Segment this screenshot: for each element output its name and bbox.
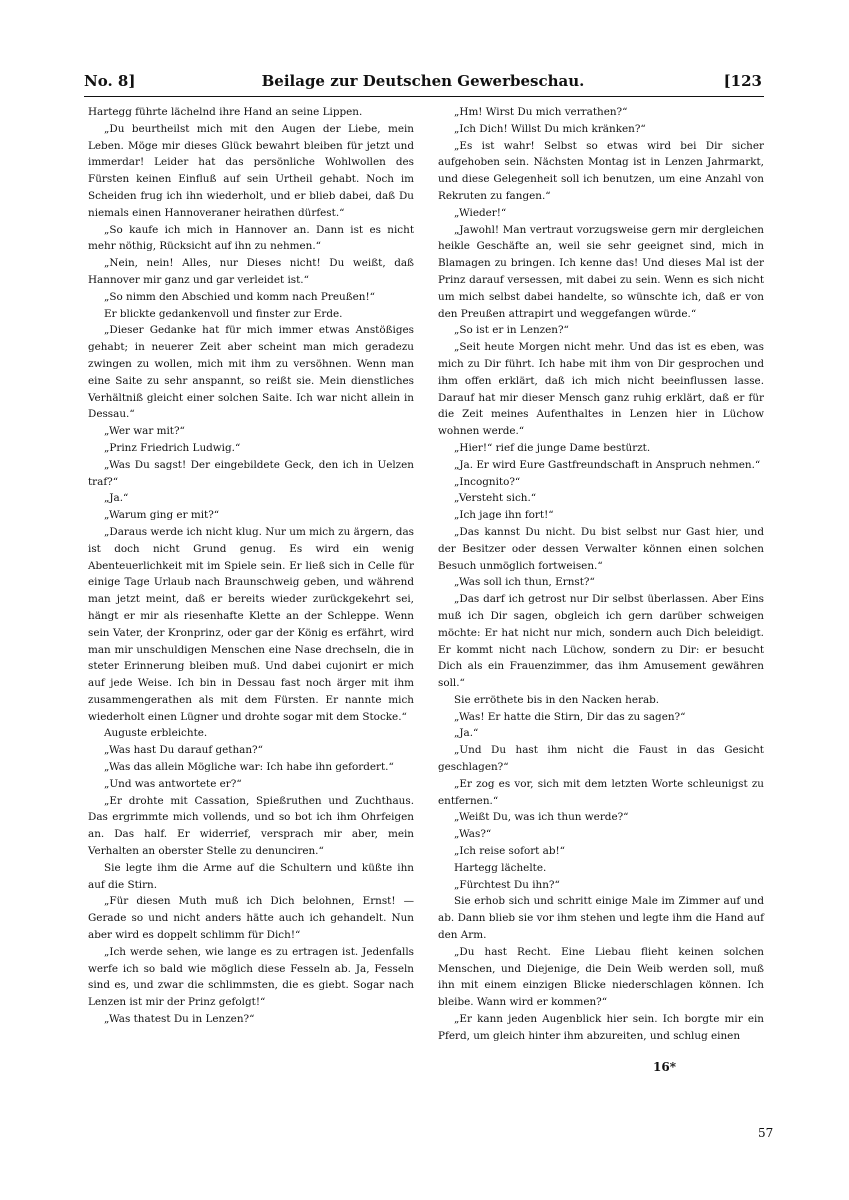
running-header [84, 70, 762, 94]
paragraph: „Prinz Friedrich Ludwig.“ [104, 441, 241, 454]
paragraph: „Es ist wahr! Selbst so etwas wird bei Dir sicher aufgehoben sein. Nächsten Montag ist in Lenzen Jahrmarkt, und diese Gelegenheit soll ich benutzen, um eine Anzahl von Rekruten zu fangen.“ [438, 139, 764, 202]
paragraph: „Was hast Du darauf gethan?“ [104, 744, 263, 757]
paragraph: Sie erhob sich und schritt einige Male im Zimmer auf und ab. Dann blieb sie vor ihm stehen und legte ihm die Hand auf den Arm. [438, 895, 764, 942]
paragraph: „Was soll ich thun, Ernst?“ [454, 576, 595, 589]
paragraph: „Versteht sich.“ [454, 492, 537, 505]
header-rule [84, 96, 764, 97]
paragraph: „Wieder!“ [454, 206, 507, 219]
paragraph: „So nimm den Abschied und komm nach Preußen!“ [104, 290, 375, 303]
paragraph: „Dieser Gedanke hat für mich immer etwas Anstößiges gehabt; in neuerer Zeit aber scheint man mich geradezu zwingen zu wollen, mich mit ihm zu versöhnen. Wenn man eine Saite zu sehr anspannt, so reißt sie. Mein dienstliches Verhältniß gleicht einer solchen Saite. Ich war nicht allein in Dessau.“ [88, 324, 414, 421]
page-number: 57 [758, 1126, 774, 1140]
paragraph: „Er drohte mit Cassation, Spießruthen und Zuchthaus. Das ergrimmte mich vollends, und so bot ich ihm Ohrfeigen an. Das half. Er widerrief, versprach mir aber, mein Verhalten an oberster Stelle zu denunciren.“ [88, 794, 414, 858]
paragraph: „Was das allein Mögliche war: Ich habe ihn gefordert.“ [104, 761, 394, 774]
paragraph: „Jawohl! Man vertraut vorzugsweise gern mir dergleichen heikle Geschäfte an, weil sie sehr geeignet sind, mich in Blamagen zu bringen. Ich kenne das! Und dieses Mal ist der Prinz darauf versessen, mit dabei zu sein. Wenn es sich nicht um mich selbst dabei handelte, so wünschte ich, daß er von den Preußen attrapirt und weggefangen würde.“ [438, 223, 764, 320]
paragraph: „Und Du hast ihm nicht die Faust in das Gesicht geschlagen?“ [438, 744, 764, 774]
paragraph: „Was! Er hatte die Stirn, Dir das zu sagen?“ [454, 710, 686, 723]
paragraph: „Und was antwortete er?“ [104, 777, 242, 790]
supplement-title: Beilage zur Deutschen Gewerbeschau. [261, 72, 585, 90]
paragraph: „Was thatest Du in Lenzen?“ [104, 1013, 255, 1026]
paragraph: Sie erröthete bis in den Nacken herab. [454, 693, 660, 706]
paragraph: „Ich reise sofort ab!“ [454, 845, 565, 858]
paragraph: Hartegg lächelte. [454, 861, 547, 874]
paragraph: „Er kann jeden Augenblick hier sein. Ich borgte mir ein Pferd, um gleich hinter ihm abzureiten, und schlug einen [438, 1013, 764, 1042]
paragraph: „Was Du sagst! Der eingebildete Geck, den ich in Uelzen traf?“ [88, 458, 414, 488]
paragraph: „Ich Dich! Willst Du mich kränken?“ [454, 122, 646, 135]
paragraph: „Das kannst Du nicht. Du bist selbst nur Gast hier, und der Besitzer oder dessen Verwalter können einen solchen Besuch unmöglich fortweisen.“ [438, 525, 764, 572]
paragraph: „Warum ging er mit?“ [104, 509, 220, 522]
paragraph: „Was?“ [454, 828, 492, 841]
paragraph: „Seit heute Morgen nicht mehr. Und das ist es eben, was mich zu Dir führt. Ich habe mit ihm von Dir gesprochen und ihm offen erklärt, daß ich mich nicht beeinflussen lasse. Darauf hat mir dieser Mensch ganz ruhig erklärt, daß er für die Zeit meines Aufenthaltes in Lenzen hier in Lüchow wohnen werde.“ [438, 341, 764, 438]
paragraph: „Ja.“ [104, 492, 129, 505]
paragraph: „Für diesen Muth muß ich Dich belohnen, Ernst! — Gerade so und nicht anders hätte auch ich gehandelt. Nun aber wird es doppelt schlimm für Dich!“ [88, 895, 414, 942]
header-page-number: [123 [723, 72, 762, 90]
paragraph: „Ich werde sehen, wie lange es zu ertragen ist. Jedenfalls werfe ich so bald wie möglich diese Fesseln ab. Ja, Fesseln sind es, und zwar die schlimmsten, die es giebt. Sogar nach Lenzen ist mir der Prinz gefolgt!“ [88, 945, 414, 1009]
paragraph: „Du beurtheilst mich mit den Augen der Liebe, mein Leben. Möge mir dieses Glück bewahrt bleiben für jetzt und immerdar! Leider hat das persönliche Wohlwollen des Fürsten keinen Einfluß auf sein Urtheil gehabt. Noch im Scheiden frug ich ihn wiederholt, und er blieb dabei, daß Du niemals einen Hannoveraner heirathen dürfest.“ [88, 122, 414, 219]
paragraph: „So ist er in Lenzen?“ [454, 324, 569, 337]
paragraph: Hartegg führte lächelnd ihre Hand an seine Lippen. [88, 106, 363, 118]
paragraph: „Er zog es vor, sich mit dem letzten Worte schleunigst zu entfernen.“ [438, 777, 764, 807]
paragraph: „Ja.“ [454, 727, 479, 740]
paragraph: Auguste erbleichte. [104, 727, 208, 740]
paragraph: „Incognito?“ [454, 475, 521, 488]
paragraph: „Weißt Du, was ich thun werde?“ [454, 811, 629, 824]
paragraph: „Du hast Recht. Eine Liebau flieht keinen solchen Menschen, und Diejenige, die Dein Weib werden soll, muß ihn mit einem einzigen Blicke niederschlagen können. Ich bleibe. Wann wird er kommen?“ [438, 945, 764, 1009]
paragraph: Er blickte gedankenvoll und finster zur Erde. [104, 307, 343, 320]
issue-number: No. 8] [84, 72, 136, 90]
paragraph: „Daraus werde ich nicht klug. Nur um mich zu ärgern, das ist doch nicht Grund genug. Es wird ein wenig Abenteuerlichkeit mit im Spiele sein. Er ließ sich in Celle für einige Tage Urlaub nach Braunschweig geben, und während man jetzt meint, daß er bereits wieder zurückgekehrt sei, hängt er mir als riesenhafte Klette an der Schleppe. Wenn sein Vater, der Kronprinz, oder gar der König es erfährt, wird man mir unschuldigen Menschen eine Nase drechseln, die in steter Erinnerung bleiben muß. Und dabei cujonirt er mich auf jede Weise. Ich bin in Dessau fast noch ärger mit ihm zusammengerathen als mit dem Fürsten. Er nannte mich wiederholt einen Lügner und drohte sogar mit dem Stocke.“ [88, 525, 414, 723]
paragraph: „Hier!“ rief die junge Dame bestürzt. [454, 441, 651, 454]
paragraph: Sie legte ihm die Arme auf die Schultern und küßte ihn auf die Stirn. [88, 861, 414, 891]
right-column [438, 104, 764, 1045]
signature-mark: 16* [653, 1060, 676, 1074]
paragraph: „Ja. Er wird Eure Gastfreundschaft in Anspruch nehmen.“ [454, 458, 761, 471]
paragraph: „Hm! Wirst Du mich verrathen?“ [454, 106, 628, 118]
paragraph: „Das darf ich getrost nur Dir selbst überlassen. Aber Eins muß ich Dir sagen, obgleich ich gern darüber schweigen möchte: Er hat nicht nur mich, sondern auch Dich beleidigt. Er kommt nicht nach Lüchow, sondern zu Dir: er besucht Dich als ein Frauenzimmer, das ihm Amusement gewähren soll.“ [438, 593, 764, 690]
paragraph: „Wer war mit?“ [104, 425, 185, 438]
left-column [88, 104, 414, 1028]
paragraph: „Fürchtest Du ihn?“ [454, 878, 560, 891]
paragraph: „Ich jage ihn fort!“ [454, 509, 554, 522]
paragraph: „So kaufe ich mich in Hannover an. Dann ist es nicht mehr nöthig, Rücksicht auf ihn zu nehmen.“ [88, 223, 414, 253]
paragraph: „Nein, nein! Alles, nur Dieses nicht! Du weißt, daß Hannover mir ganz und gar verleidet ist.“ [88, 257, 414, 286]
